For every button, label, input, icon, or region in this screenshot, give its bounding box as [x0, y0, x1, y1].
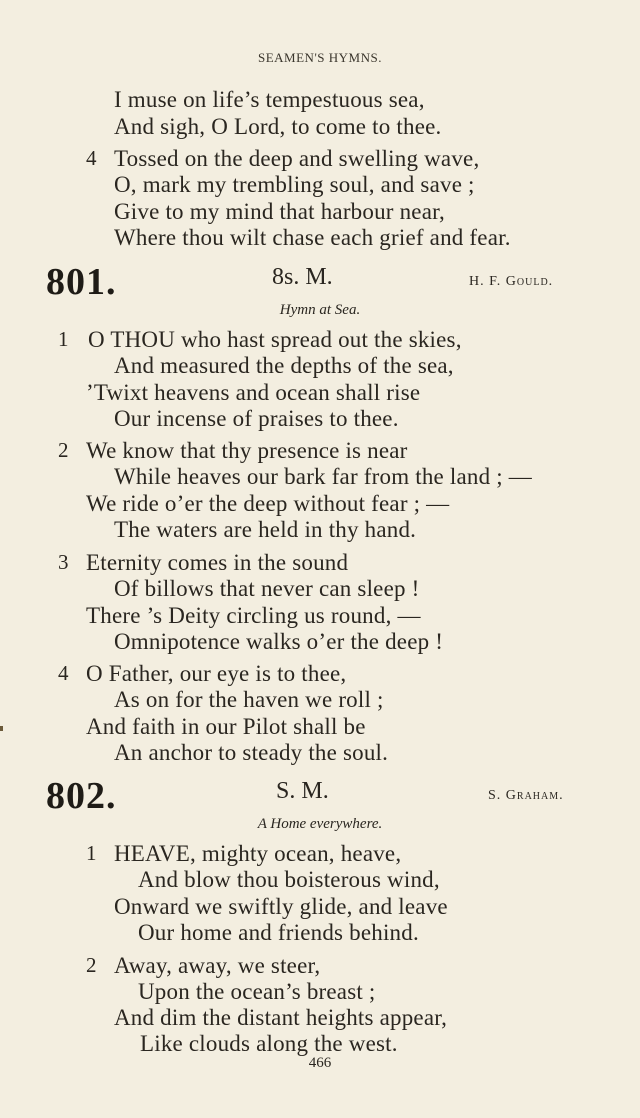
verse-line: We ride o’er the deep without fear ; —	[86, 491, 450, 516]
verse-line: I muse on life’s tempestuous sea,	[114, 87, 425, 112]
hymn-number: 802.	[46, 775, 117, 817]
verse-line: Omnipotence walks o’er the deep !	[114, 629, 444, 654]
verse-line: O Father, our eye is to thee,	[86, 661, 347, 686]
verse-line: Give to my mind that harbour near,	[114, 199, 445, 224]
stanza-number: 4	[86, 146, 97, 170]
verse-line: Our incense of praises to thee.	[114, 406, 399, 431]
verse-line: We know that thy presence is near	[86, 438, 408, 463]
verse-line: O, mark my trembling soul, and save ;	[114, 172, 475, 197]
verse-line: While heaves our bark far from the land ; —	[114, 464, 532, 489]
verse-line: As on for the haven we roll ;	[114, 687, 384, 712]
verse-line: HEAVE, mighty ocean, heave,	[114, 841, 402, 866]
verse-line: Tossed on the deep and swelling wave,	[114, 146, 480, 171]
stanza-number: 1	[86, 841, 97, 865]
stanza-number: 2	[86, 953, 97, 977]
verse-line: And dim the distant heights appear,	[114, 1005, 448, 1030]
verse-line: Eternity comes in the sound	[86, 550, 349, 575]
verse-line: There ’s Deity circling us round, —	[86, 603, 421, 628]
running-head: SEAMEN'S HYMNS.	[258, 50, 382, 65]
hymn-title: A Home everywhere.	[257, 816, 383, 832]
stanza-number: 4	[58, 661, 69, 685]
verse-line: Like clouds along the west.	[140, 1031, 398, 1056]
hymn-author: S. Graham.	[488, 788, 564, 803]
stanza-number: 1	[58, 327, 69, 351]
verse-line: Of billows that never can sleep !	[114, 576, 420, 601]
margin-mark	[0, 726, 3, 731]
verse-line: Upon the ocean’s breast ;	[138, 979, 376, 1004]
hymn-number: 801.	[46, 261, 117, 303]
hymn-meter: S. M.	[276, 778, 329, 804]
stanza-number: 2	[58, 438, 69, 462]
page-number: 466	[308, 1055, 332, 1071]
verse-line: O THOU who hast spread out the skies,	[88, 327, 462, 352]
verse-line: An anchor to steady the soul.	[114, 740, 389, 765]
verse-line: Where thou wilt chase each grief and fear.	[114, 225, 511, 250]
verse-line: Our home and friends behind.	[138, 920, 419, 945]
hymn-title: Hymn at Sea.	[279, 302, 361, 318]
verse-line: The waters are held in thy hand.	[114, 517, 417, 542]
verse-line: And sigh, O Lord, to come to thee.	[114, 114, 442, 139]
verse-line: And blow thou boisterous wind,	[138, 867, 440, 892]
hymn-author: H. F. Gould.	[469, 274, 554, 289]
verse-line: Away, away, we steer,	[114, 953, 321, 978]
verse-line: And faith in our Pilot shall be	[86, 714, 366, 739]
stanza-number: 3	[58, 550, 69, 574]
verse-line: Onward we swiftly glide, and leave	[114, 894, 448, 919]
verse-line: And measured the depths of the sea,	[114, 353, 454, 378]
verse-line: ’Twixt heavens and ocean shall rise	[86, 380, 421, 405]
hymn-meter: 8s. M.	[272, 264, 333, 290]
